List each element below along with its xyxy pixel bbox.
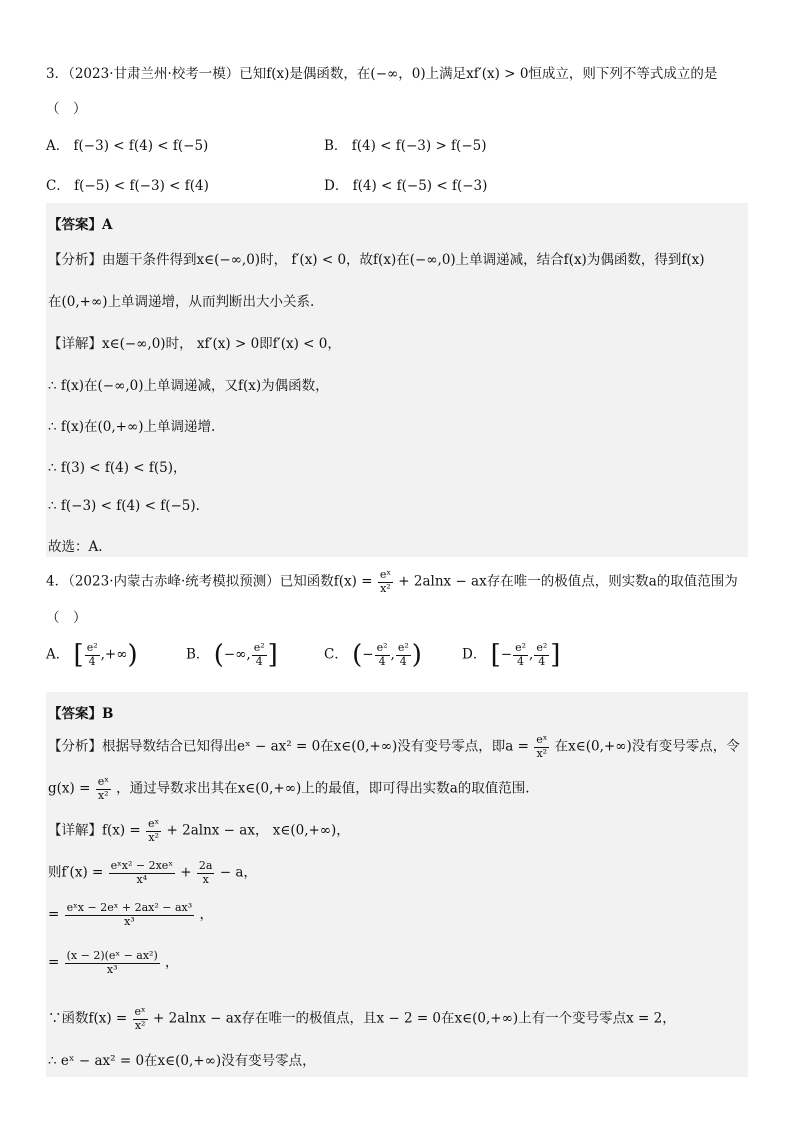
text: 【详解】f(x) = [48,822,141,839]
q4-detail-line-2 [48,860,257,886]
fraction [146,818,161,844]
text: − a， [219,864,257,881]
numerator: (x − 2)(eˣ − ax²) [66,949,158,962]
text: + 2alnx − ax， x∈(0,+∞)， [166,822,350,839]
fraction [65,902,195,928]
left-bracket: [ [73,640,84,670]
q4-detail-line-1 [48,818,350,844]
left-paren: ( [352,640,363,670]
denominator: x³ [124,914,135,928]
q4-detail-line-3 [48,902,213,928]
option-fraction [513,642,528,668]
q4-answer: 【答案】B [48,706,114,722]
numerator: 2a [198,859,213,872]
q4-stem [46,569,738,595]
q3-stem: 3．（2023·甘肃兰州·校考一模）已知f(x)是偶函数，在(−∞，0)上满足xf′(x) > 0恒成立，则下列不等式成立的是 [46,66,718,82]
denominator: 4 [517,654,525,668]
q4-blank: （ ） [46,610,87,626]
numerator: e² [515,640,527,654]
denominator: x³ [106,962,118,976]
numerator: eˣx² − 2xeˣ [110,859,173,872]
text: 在x∈(0,+∞)没有变号零点，令 [554,738,740,755]
q3-analysis-line-1: 【分析】由题干条件得到x∈(−∞,0)时， f′(x) < 0，故f(x)在(−∞,0)上单调递减，结合f(x)为偶函数，得到f(x) [48,252,705,268]
numerator: eˣx − 2eˣ + 2ax² − ax³ [66,901,193,914]
q4-analysis-line-1 [48,734,740,760]
denominator: 4 [538,654,546,668]
numerator: eˣ [97,775,109,788]
option-head: − [500,646,513,663]
q3-option-c: C． f(−5) < f(−3) < f(4) [46,178,209,194]
q4-option-d [462,640,560,670]
fraction [133,1006,148,1032]
equals: = [48,906,60,923]
option-fraction [375,642,390,668]
left-paren: ( [213,640,224,670]
plus: + [180,864,192,881]
fraction [534,734,549,760]
numerator: e² [86,640,98,654]
q3-answer: 【答案】A [48,217,113,233]
q3-option-a: A． f(−3) < f(4) < f(−5) [46,138,209,154]
q3-detail-line-4: ∴ f(3) < f(4) < f(5)， [48,460,187,476]
option-label: A． [46,646,70,663]
comma: ， [199,906,213,923]
option-head: − [362,646,374,663]
q3-option-b: B． f(4) < f(−3) > f(−5) [324,138,487,154]
q4-stem-fraction [378,569,393,595]
denominator: x [202,872,209,886]
q3-detail-line-3: ∴ f(x)在(0,+∞)上单调递增. [48,419,216,435]
q3-detail-line-1: 【详解】x∈(−∞,0)时， xf′(x) > 0即f′(x) < 0， [48,336,341,352]
q4-analysis-line-2 [48,776,530,802]
fraction [197,860,215,886]
option-label: D． [462,646,487,663]
q3-blank: （ ） [46,101,87,117]
numerator: e² [397,640,409,654]
q4-detail-line-4 [48,950,179,976]
q3-detail-line-2: ∴ f(x)在(−∞,0)上单调递减，又f(x)为偶函数， [48,378,329,394]
q4-option-c [324,640,422,670]
denominator: x² [536,746,548,760]
text: 则f′(x) = [48,864,104,881]
text: 【分析】根据导数结合已知得出eˣ − ax² = 0在x∈(0,+∞)没有变号零点，即a = [48,738,529,755]
text: + 2alnx − ax存在唯一的极值点，且x − 2 = 0在x∈(0,+∞)上有一个变号零点x = 2， [153,1010,676,1027]
right-bracket: ] [267,640,278,670]
q3-analysis-line-2: 在(0,+∞)上单调递增，从而判断出大小关系. [48,294,315,310]
left-bracket: [ [490,640,501,670]
numerator: eˣ [379,568,391,581]
fraction [109,860,175,886]
denominator: x² [97,788,109,802]
text: ∵函数f(x) = [48,1010,128,1027]
text: ，通过导数求出其在x∈(0,+∞)上的最值，即可得出实数a的取值范围. [116,780,530,797]
separator: , [390,646,395,663]
option-fraction [85,642,100,668]
q4-detail-line-6: ∴ eˣ − ax² = 0在x∈(0,+∞)没有变号零点， [48,1053,316,1069]
denominator: x² [380,581,391,595]
right-bracket: ] [550,640,561,670]
separator: , [529,646,534,663]
numerator: e² [536,640,548,654]
q4-stem-head: 4．（2023·内蒙古赤峰·统考模拟预测）已知函数f(x) = [46,573,373,590]
option-tail: ,+∞ [100,646,128,663]
fraction [96,776,111,802]
q4-option-a [46,640,138,670]
option-label: B． [186,646,210,663]
numerator: eˣ [148,817,160,830]
option-label: C． [324,646,348,663]
q4-detail-line-5 [48,1006,676,1032]
denominator: x² [134,1018,146,1032]
option-fraction [252,642,267,668]
text: g(x) = [48,780,91,797]
q3-choice: 故选：A. [48,539,103,555]
fraction [65,950,160,976]
numerator: e² [376,640,388,654]
denominator: x² [148,830,159,844]
denominator: 4 [378,654,386,668]
q3-detail-line-5: ∴ f(−3) < f(4) < f(−5). [48,498,200,514]
numerator: eˣ [134,1005,146,1018]
q4-option-b [186,640,278,670]
option-fraction [534,642,549,668]
right-paren: ) [411,640,422,670]
numerator: e² [253,640,265,654]
equals: = [48,954,60,971]
denominator: 4 [88,654,96,668]
comma: ， [165,954,179,971]
numerator: eˣ [536,733,548,746]
denominator: 4 [255,654,263,668]
option-fraction [396,642,411,668]
denominator: x⁴ [136,872,148,886]
right-paren: ) [127,640,138,670]
q3-option-d: D． f(4) < f(−5) < f(−3) [324,178,488,194]
denominator: 4 [399,654,407,668]
q4-stem-tail: + 2alnx − ax存在唯一的极值点，则实数a的取值范围为 [398,573,738,590]
option-head: −∞, [223,646,251,663]
